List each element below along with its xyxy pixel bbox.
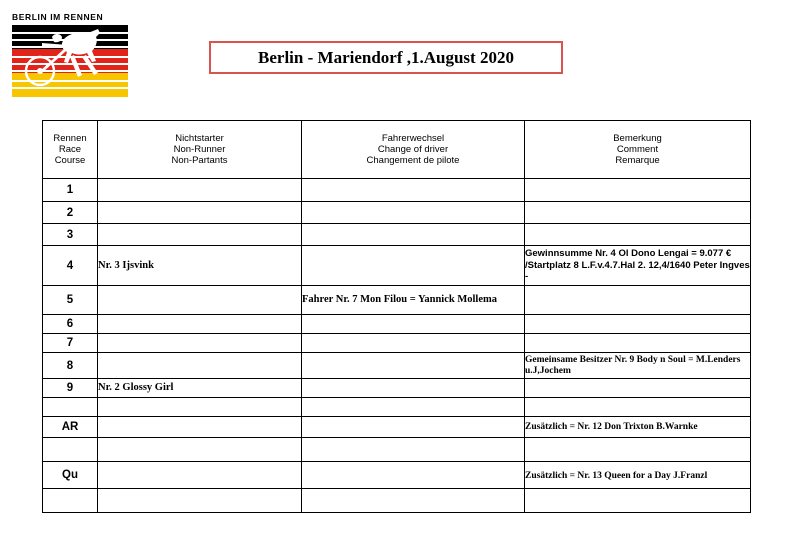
comment-cell [525,202,751,224]
driver-change-cell [302,353,525,379]
berlin-im-rennen-logo [12,12,128,96]
column-header-non-runner: Nichtstarter Non-Runner Non-Partants [98,121,302,179]
driver-change-cell [302,224,525,246]
table-row [43,202,751,224]
column-header-change-of-driver: Fahrerwechsel Change of driver Changement de pilote [302,121,525,179]
race-number [43,438,98,462]
race-number: 5 [43,286,98,315]
race-number: AR [43,417,98,438]
driver-change-cell [302,202,525,224]
driver-change-cell [302,417,525,438]
title-box [209,41,563,74]
non-runner-cell [98,286,302,315]
comment-cell [525,315,751,334]
race-number: Qu [43,462,98,489]
driver-change-cell [302,334,525,353]
non-runner-cell [98,315,302,334]
table-row [43,398,751,417]
driver-change-cell [302,179,525,202]
scratchings-table [42,120,751,513]
race-number: 1 [43,179,98,202]
race-number [43,398,98,417]
race-number: 6 [43,315,98,334]
comment-cell: Gewinnsumme Nr. 4 Ol Dono Lengai = 9.077 € /Startplatz 8 L.F.v.4.7.Hal 2. 12,4/1640 Peter Ingves - [525,246,751,286]
race-number: 4 [43,246,98,286]
race-number: 2 [43,202,98,224]
race-number [43,489,98,513]
horse-racing-flag-icon [12,25,128,97]
driver-change-cell [302,489,525,513]
logo-text: BERLIN IM RENNEN [12,12,104,22]
non-runner-cell [98,438,302,462]
driver-change-cell [302,379,525,398]
table-row [43,286,751,315]
table-row [43,462,751,489]
non-runner-cell [98,224,302,246]
comment-cell [525,334,751,353]
comment-cell [525,489,751,513]
race-number: 7 [43,334,98,353]
race-number: 8 [43,353,98,379]
non-runner-cell [98,489,302,513]
comment-cell [525,438,751,462]
comment-cell [525,379,751,398]
non-runner-cell [98,202,302,224]
table-row [43,379,751,398]
comment-cell [525,224,751,246]
race-number: 9 [43,379,98,398]
table-row [43,246,751,286]
comment-cell [525,179,751,202]
table-row [43,179,751,202]
comment-cell [525,286,751,315]
table-row [43,334,751,353]
column-header-comment: Bemerkung Comment Remarque [525,121,751,179]
table-row [43,489,751,513]
table-row [43,438,751,462]
table-row [43,224,751,246]
comment-cell [525,398,751,417]
non-runner-cell [98,353,302,379]
driver-change-cell [302,398,525,417]
non-runner-cell: Nr. 3 Ijsvink [98,246,302,286]
table-header-row [43,121,751,179]
comment-cell: Zusätzlich = Nr. 12 Don Trixton B.Warnke [525,417,751,438]
column-header-race: Rennen Race Course [43,121,98,179]
table-row [43,417,751,438]
comment-cell: Zusätzlich = Nr. 13 Queen for a Day J.Franzl [525,462,751,489]
non-runner-cell [98,334,302,353]
driver-change-cell: Fahrer Nr. 7 Mon Filou = Yannick Mollema [302,286,525,315]
non-runner-cell: Nr. 2 Glossy Girl [98,379,302,398]
table-row [43,353,751,379]
non-runner-cell [98,417,302,438]
race-number: 3 [43,224,98,246]
non-runner-cell [98,398,302,417]
driver-change-cell [302,462,525,489]
table-row [43,315,751,334]
comment-cell: Gemeinsame Besitzer Nr. 9 Body n Soul = M.Lenders u.J,Jochem [525,353,751,379]
page-title: Berlin - Mariendorf ,1.August 2020 [258,47,514,67]
driver-change-cell [302,315,525,334]
non-runner-cell [98,179,302,202]
non-runner-cell [98,462,302,489]
driver-change-cell [302,246,525,286]
driver-change-cell [302,438,525,462]
